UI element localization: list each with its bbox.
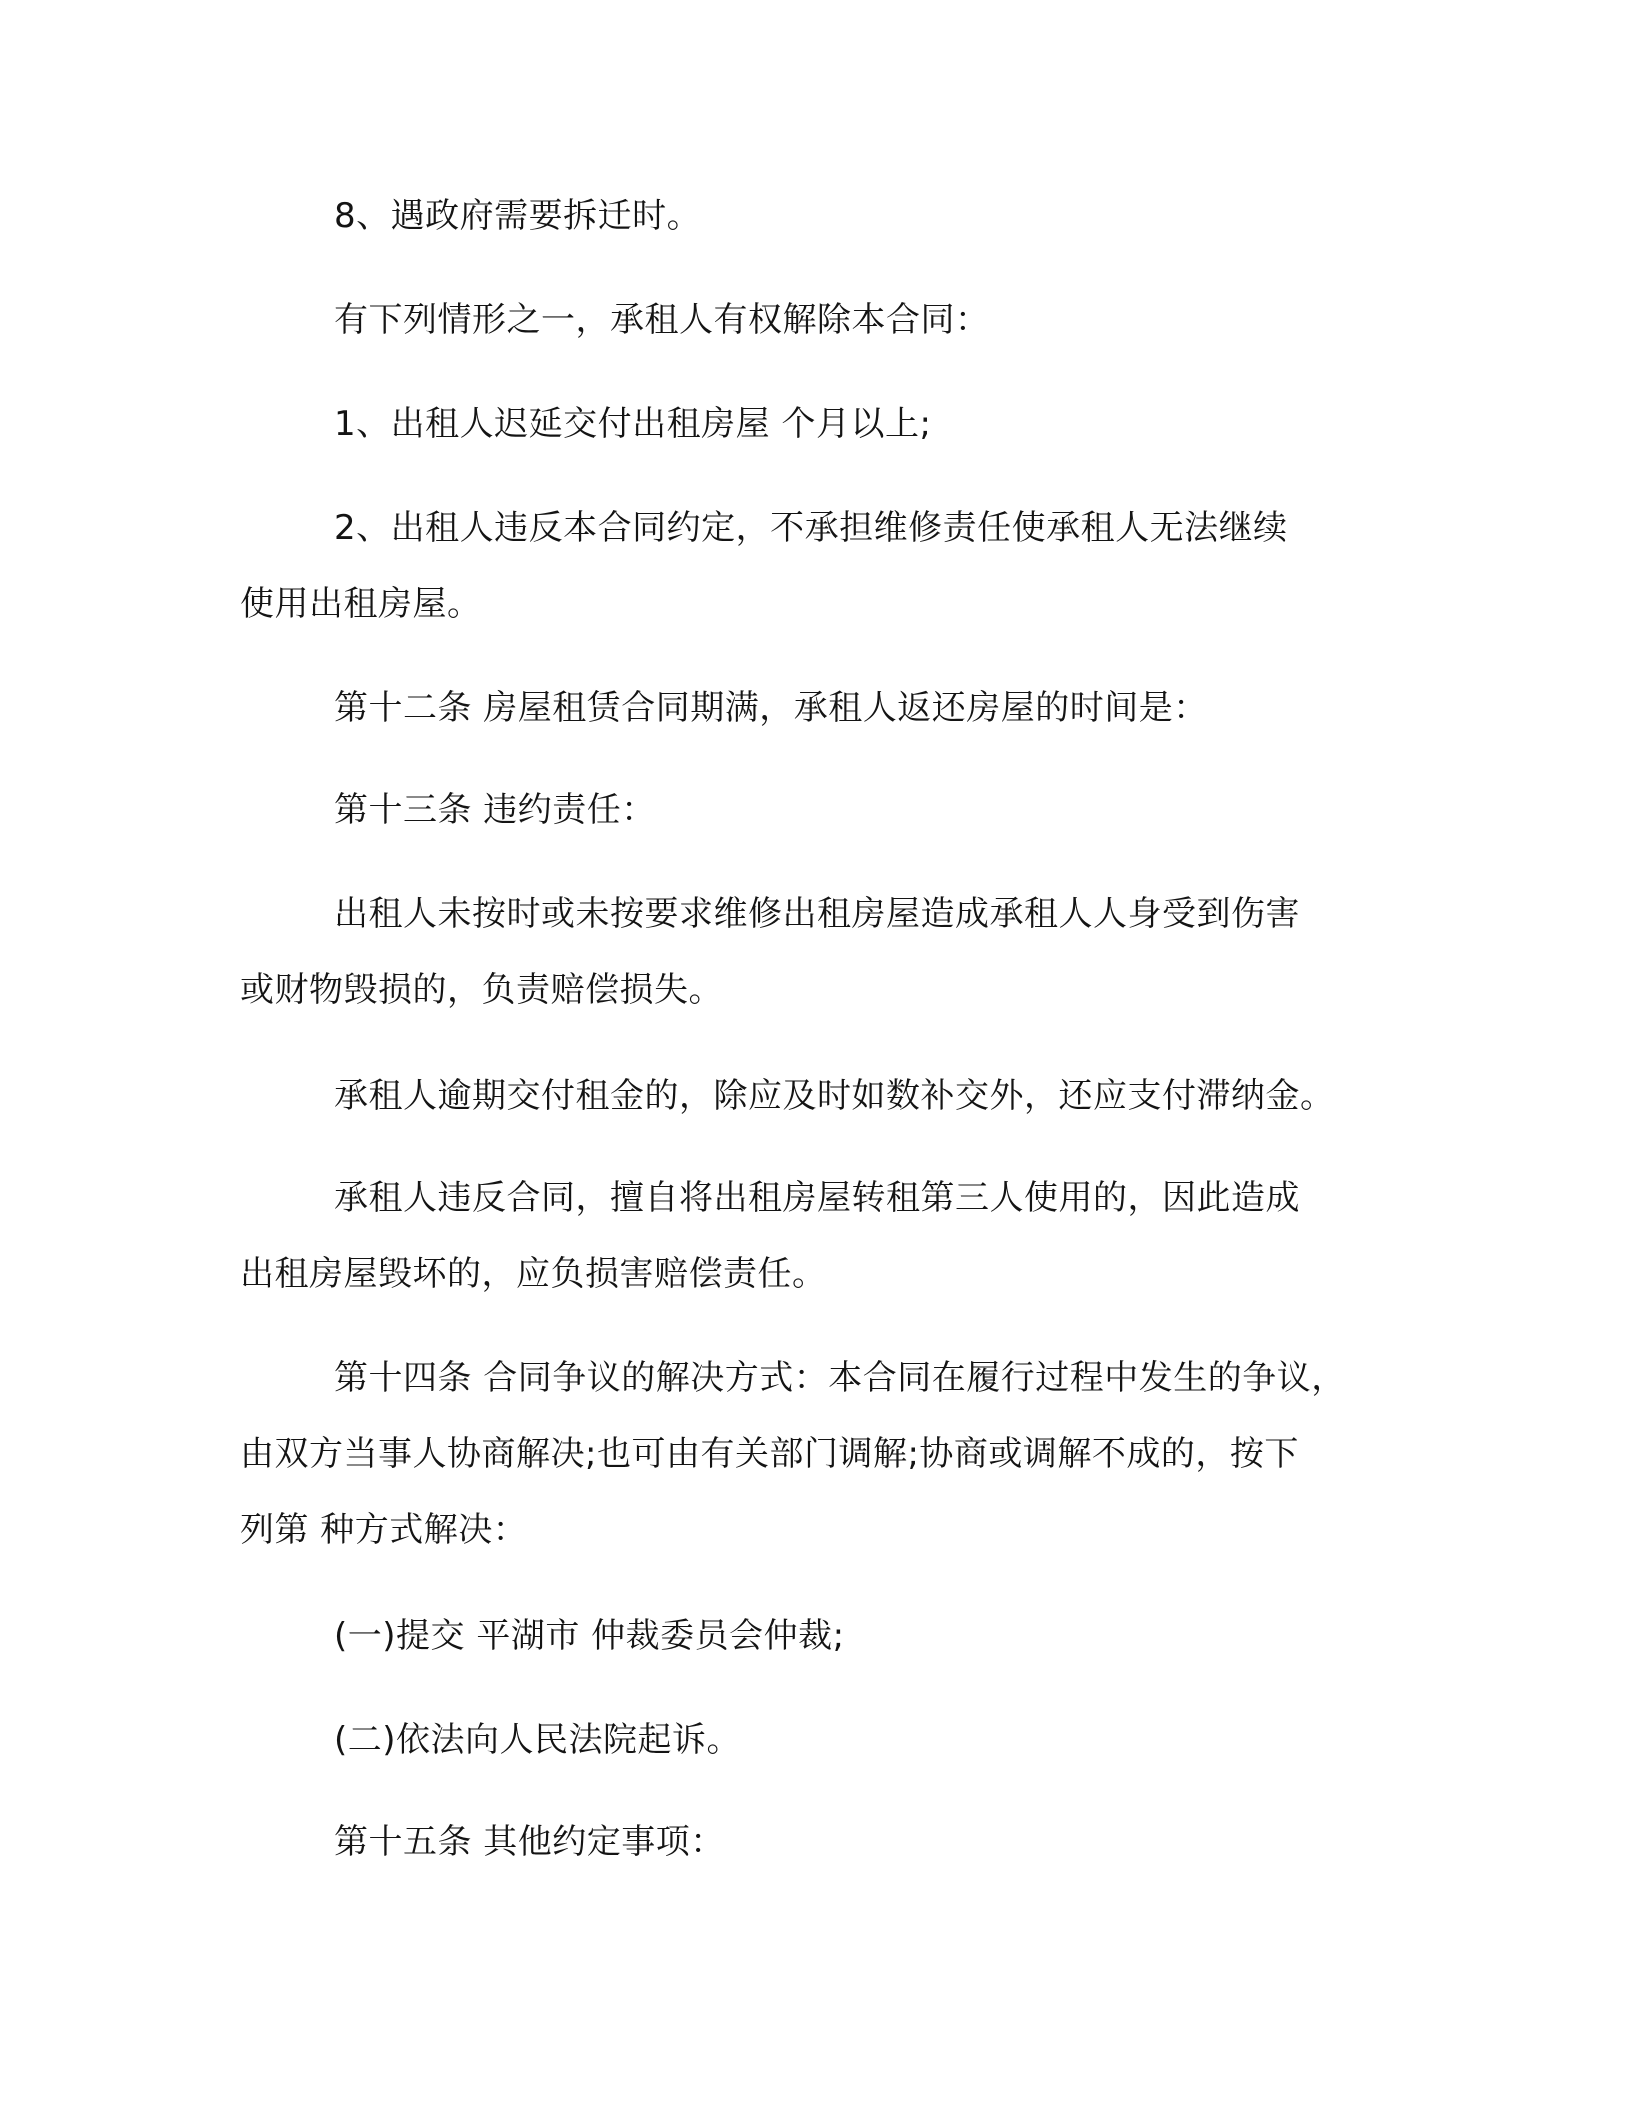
paragraph-line: 或财物毁损的，负责赔偿损失。	[240, 970, 723, 1010]
paragraph-line: (一)提交 平湖市 仲裁委员会仲裁;	[334, 1616, 845, 1656]
paragraph-line: 承租人逾期交付租金的，除应及时如数补交外，还应支付滞纳金。	[334, 1076, 1335, 1116]
paragraph-line: 由双方当事人协商解决;也可由有关部门调解;协商或调解不成的，按下	[240, 1434, 1299, 1474]
paragraph-line: 承租人违反合同，擅自将出租房屋转租第三人使用的，因此造成	[334, 1178, 1300, 1218]
paragraph-line: 列第 种方式解决：	[240, 1510, 528, 1550]
paragraph-line: 第十四条 合同争议的解决方式：本合同在履行过程中发生的争议，	[334, 1358, 1346, 1398]
paragraph-line: (二)依法向人民法院起诉。	[334, 1720, 742, 1760]
paragraph-line: 第十三条 违约责任：	[334, 790, 656, 830]
paragraph-line: 使用出租房屋。	[240, 584, 482, 624]
paragraph-line: 8、遇政府需要拆迁时。	[334, 196, 702, 236]
paragraph-line: 第十二条 房屋租赁合同期满，承租人返还房屋的时间是：	[334, 688, 1208, 728]
paragraph-line: 1、出租人迟延交付出租房屋 个月以上;	[334, 404, 932, 444]
paragraph-line: 2、出租人违反本合同约定，不承担维修责任使承租人无法继续	[334, 508, 1288, 548]
paragraph-line: 有下列情形之一，承租人有权解除本合同：	[334, 300, 990, 340]
paragraph-line: 出租房屋毁坏的，应负损害赔偿责任。	[240, 1254, 827, 1294]
paragraph-line: 第十五条 其他约定事项：	[334, 1822, 725, 1862]
paragraph-line: 出租人未按时或未按要求维修出租房屋造成承租人人身受到伤害	[334, 894, 1300, 934]
